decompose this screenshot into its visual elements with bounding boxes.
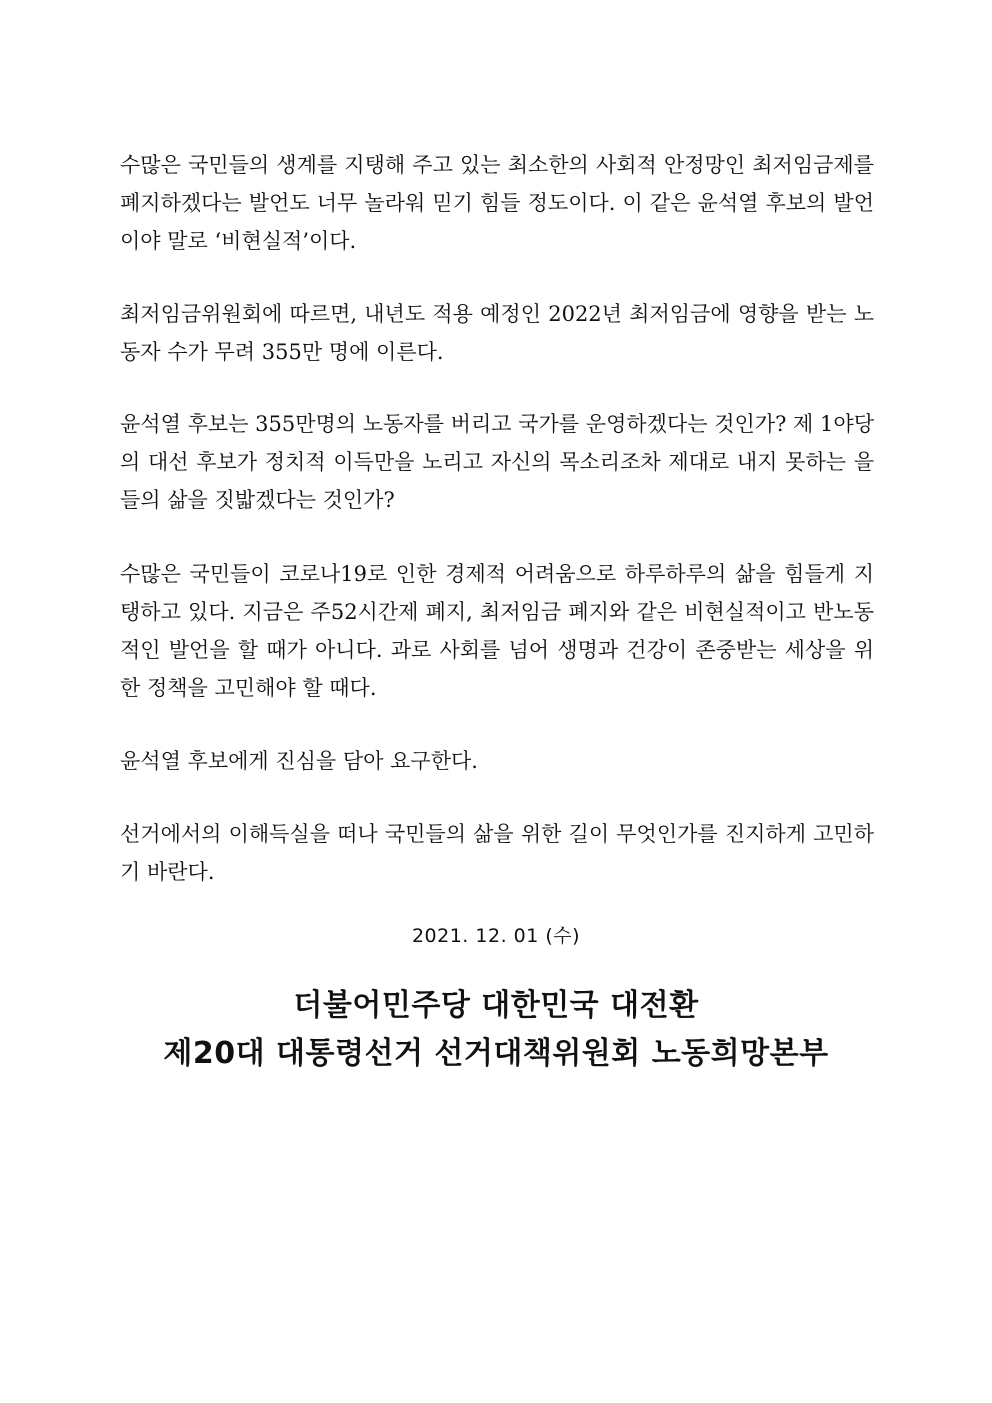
paragraph-4: 수많은 국민들이 코로나19로 인한 경제적 어려움으로 하루하루의 삶을 힘들게 지탱하고 있다. 지금은 주52시간제 폐지, 최저임금 폐지와 같은 비현실적이고 반노동적인 발언을 할 때가 아니다. 과로 사회를 넘어 생명과 건강이 존중받는 세상을 위한 정책을 고민해야 할 때다. xyxy=(120,562,874,700)
paragraph-2: 최저임금위원회에 따르면, 내년도 적용 예정인 2022년 최저임금에 영향을 받는 노동자 수가 무려 355만 명에 이른다. xyxy=(120,302,874,364)
organization-name-line-2: 제20대 대통령선거 선거대책위원회 노동희망본부 xyxy=(163,1036,829,1071)
organization-name-line-1: 더불어민주당 대한민국 대전환 xyxy=(293,988,699,1023)
document-date: 2021. 12. 01 (수) xyxy=(411,925,581,947)
paragraph-3: 윤석열 후보는 355만명의 노동자를 버리고 국가를 운영하겠다는 것인가? 제 1야당의 대선 후보가 정치적 이득만을 노리고 자신의 목소리조차 제대로 내지 못하는 을들의 삶을 짓밟겠다는 것인가? xyxy=(120,412,874,512)
paragraph-5: 윤석열 후보에게 진심을 담아 요구한다. xyxy=(120,749,478,773)
paragraph-1: 수많은 국민들의 생계를 지탱해 주고 있는 최소한의 사회적 안정망인 최저임금제를 폐지하겠다는 발언도 너무 놀라워 믿기 힘들 정도이다. 이 같은 윤석열 후보의 발언이야 말로 ‘비현실적’이다. xyxy=(120,153,874,253)
paragraph-6: 선거에서의 이해득실을 떠나 국민들의 삶을 위한 길이 무엇인가를 진지하게 고민하기 바란다. xyxy=(120,822,874,884)
